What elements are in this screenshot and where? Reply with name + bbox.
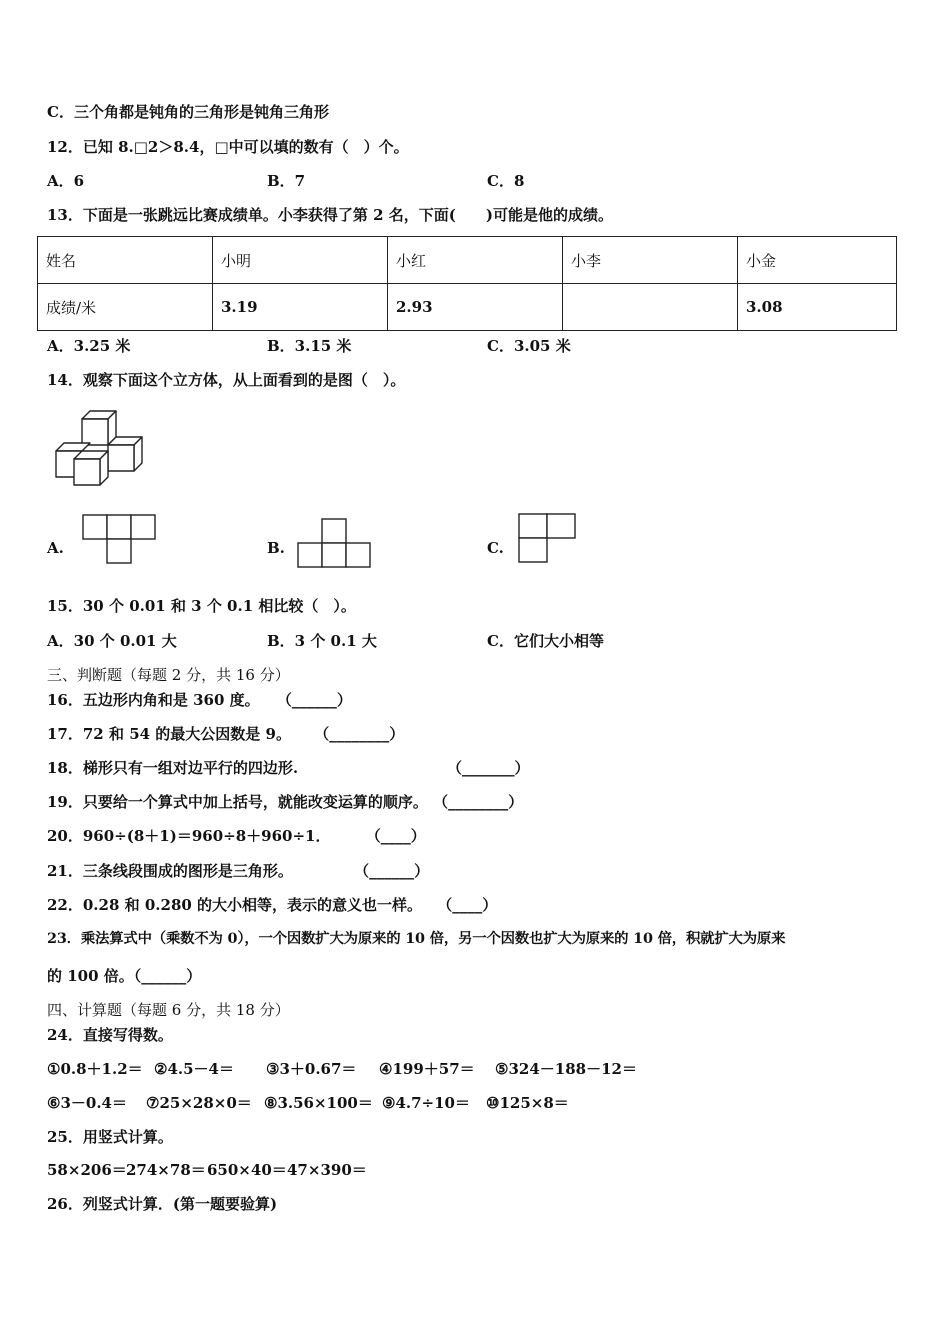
calc-item: ⑧3.56×100＝ [264, 1094, 373, 1112]
answer-blank[interactable]: （____） [437, 896, 498, 914]
q12-stem: 12．已知 8.□2＞8.4，□中可以填的数有（ ）个。 [47, 138, 409, 156]
q15-option-a: A．30 个 0.01 大 [47, 632, 177, 650]
q23-line-2: 的 100 倍。（______） [47, 967, 202, 985]
table-cell: 3.19 [213, 284, 388, 331]
q13-option-a: A．3.25 米 [47, 337, 131, 355]
table-cell: 成绩/米 [38, 284, 213, 331]
score-table [37, 236, 897, 331]
calc-item: ⑦25×28×0＝ [146, 1094, 252, 1112]
calc-item: ②4.5－4＝ [154, 1060, 234, 1078]
section-3-title: 三、判断题（每题 2 分，共 16 分） [47, 666, 290, 684]
judge-text: 20．960÷(8＋1)＝960÷8＋960÷1． [47, 827, 331, 845]
q24-stem: 24．直接写得数。 [47, 1026, 173, 1044]
table-cell [563, 284, 738, 331]
answer-blank[interactable]: （______） [276, 691, 352, 709]
q13-option-c: C．3.05 米 [487, 337, 571, 355]
judge-text: 19．只要给一个算式中加上括号，就能改变运算的顺序。 [47, 793, 428, 811]
q14-option-b-figure [297, 518, 373, 570]
judge-item-18 [47, 758, 530, 778]
q12-option-a: A．6 [47, 172, 85, 190]
judge-text: 17．72 和 54 的最大公因数是 9。 [47, 725, 291, 743]
judge-item-17 [47, 724, 404, 744]
table-cell: 小金 [738, 237, 897, 284]
judge-text: 21．三条线段围成的图形是三角形。 [47, 862, 293, 880]
calc-item: ⑩125×8＝ [486, 1094, 569, 1112]
q23-line-1: 23．乘法算式中（乘数不为 0），一个因数扩大为原来的 10 倍，另一个因数也扩大为原来的 10 倍，积就扩大为原来 [47, 930, 786, 947]
q13-stem: 13．下面是一张跳远比赛成绩单。小李获得了第 2 名，下面( )可能是他的成绩。 [47, 206, 613, 224]
judge-item-19 [47, 792, 523, 812]
q14-option-b-label: B. [267, 539, 285, 557]
q12-option-b: B．7 [267, 172, 306, 190]
table-cell: 2.93 [388, 284, 563, 331]
cube-stack-figure [50, 405, 150, 487]
q14-option-c-figure [518, 513, 578, 565]
calc-item: ⑤324－188－12＝ [495, 1060, 637, 1078]
calc-item: ⑨4.7÷10＝ [382, 1094, 470, 1112]
judge-item-20 [47, 826, 426, 846]
table-cell: 小明 [213, 237, 388, 284]
table-cell: 小李 [563, 237, 738, 284]
table-cell: 小红 [388, 237, 563, 284]
calc-item: ④199＋57＝ [379, 1060, 475, 1078]
judge-item-21 [47, 861, 429, 881]
calc-item: ⑥3－0.4＝ [47, 1094, 127, 1112]
calc-item: ①0.8＋1.2＝ [47, 1060, 143, 1078]
table-cell: 3.08 [738, 284, 897, 331]
calc-item: ③3＋0.67＝ [266, 1060, 357, 1078]
q26-stem: 26．列竖式计算．(第一题要验算) [47, 1195, 278, 1213]
judge-text: 16．五边形内角和是 360 度。 [47, 691, 260, 709]
answer-blank[interactable]: （____） [365, 827, 426, 845]
q14-option-a-label: A. [47, 539, 64, 557]
q14-option-a-figure [82, 514, 158, 566]
q15-option-c: C．它们大小相等 [487, 632, 604, 650]
answer-blank[interactable]: （________） [314, 725, 405, 743]
q15-stem: 15．30 个 0.01 和 3 个 0.1 相比较（ ）。 [47, 597, 356, 615]
judge-item-16 [47, 690, 352, 710]
score-table-header-row [38, 237, 897, 284]
q12-option-c: C．8 [487, 172, 525, 190]
judge-text: 22．0.28 和 0.280 的大小相等，表示的意义也一样。 [47, 896, 423, 914]
q11-option-c: C．三个角都是钝角的三角形是钝角三角形 [47, 103, 329, 121]
q15-option-b: B．3 个 0.1 大 [267, 632, 377, 650]
section-4-title: 四、计算题（每题 6 分，共 18 分） [47, 1001, 290, 1019]
vertical-calc-item: 274×78＝ [126, 1161, 206, 1179]
score-table-data-row [38, 284, 897, 331]
q13-option-b: B．3.15 米 [267, 337, 352, 355]
answer-blank[interactable]: （_______） [447, 759, 530, 777]
vertical-calc-item: 650×40＝ [207, 1161, 287, 1179]
q14-stem: 14．观察下面这个立方体，从上面看到的是图（ ）。 [47, 371, 406, 389]
q25-stem: 25．用竖式计算。 [47, 1128, 173, 1146]
vertical-calc-item: 58×206＝ [47, 1161, 127, 1179]
judge-text: 18．梯形只有一组对边平行的四边形. [47, 759, 299, 777]
vertical-calc-item: 47×390＝ [287, 1161, 367, 1179]
answer-blank[interactable]: （________） [433, 793, 524, 811]
table-cell: 姓名 [38, 237, 213, 284]
q14-option-c-label: C. [487, 539, 504, 557]
judge-item-22 [47, 895, 497, 915]
answer-blank[interactable]: （______） [354, 862, 430, 880]
